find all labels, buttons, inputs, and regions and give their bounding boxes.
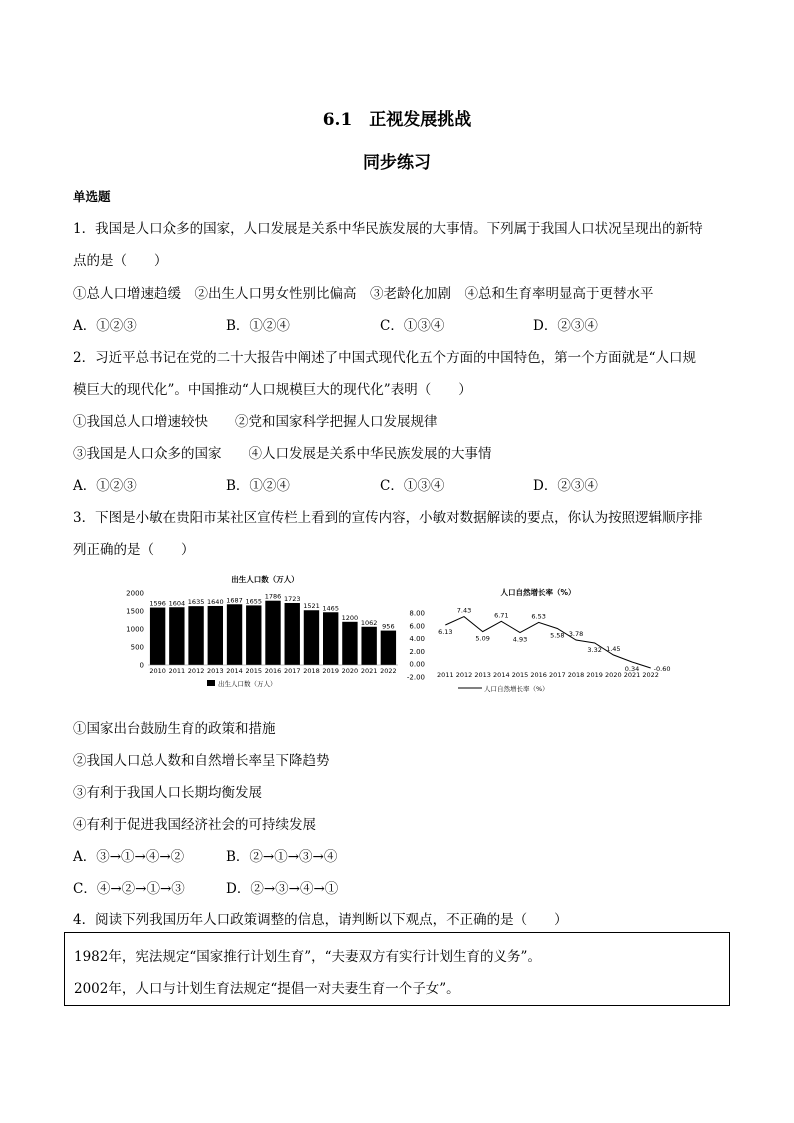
- bar-data-label: 1635: [187, 598, 205, 607]
- line-data-label: 3.78: [568, 630, 584, 639]
- q3-option-b[interactable]: B．②→①→③→④: [226, 849, 338, 865]
- line-y-tick: 6.00: [409, 622, 425, 631]
- line-y-tick: 0.00: [409, 660, 425, 669]
- line-data-label: 7.43: [456, 606, 472, 615]
- bar: [265, 601, 280, 665]
- line-data-label: 5.09: [475, 634, 490, 643]
- line-data-label: 1.45: [606, 644, 621, 653]
- line-x-tick: 2022: [642, 671, 659, 679]
- bar-x-tick: 2010: [149, 667, 166, 675]
- bar: [169, 607, 184, 665]
- line-data-label: 6.13: [438, 627, 453, 636]
- bar: [227, 604, 242, 665]
- bar-x-tick: 2017: [283, 667, 301, 675]
- q2-option-a[interactable]: A．①②③: [73, 478, 137, 494]
- bar-x-tick: 2014: [226, 667, 243, 675]
- bar-y-tick: 1000: [126, 625, 144, 634]
- q3-option-d[interactable]: D．②→③→④→①: [226, 881, 339, 897]
- line-data-label: 6.71: [494, 611, 509, 620]
- q2-statements-line-2: ③我国是人口众多的国家 ④人口发展是关系中华民族发展的大事情: [73, 446, 492, 462]
- q4-box-line-1: 1982年，宪法规定“国家推行计划生育”，“夫妻双方有实行计划生育的义务”。: [74, 949, 541, 965]
- q2-options: [0, 474, 794, 494]
- q1-stem-line-1: 1．我国是人口众多的国家，人口发展是关系中华民族发展的大事情。下列属于我国人口状况呈现出的新特: [73, 221, 703, 237]
- line-x-tick: 2019: [586, 671, 603, 679]
- bar-x-tick: 2016: [264, 667, 282, 675]
- q1-option-d[interactable]: D．②③④: [533, 318, 598, 334]
- bar: [342, 622, 357, 665]
- bar-x-tick: 2020: [341, 667, 359, 675]
- line-legend-label: 人口自然增长率（%）: [484, 685, 549, 693]
- bar-data-label: 1596: [149, 599, 166, 608]
- q2-statements-line-1: ①我国总人口增速较快 ②党和国家科学把握人口发展规律: [73, 414, 438, 430]
- bar-data-label: 1687: [226, 596, 243, 605]
- bar: [381, 631, 396, 665]
- q4-stem: 4．阅读下列我国历年人口政策调整的信息，请判断以下观点，不正确的是（ ）: [73, 912, 568, 928]
- bar-y-tick: 1500: [126, 607, 144, 616]
- q3-point-3: ③有利于我国人口长期均衡发展: [73, 785, 262, 801]
- section-heading: 单选题: [73, 189, 111, 204]
- line-y-tick: 8.00: [409, 609, 425, 618]
- bar-data-label: 1655: [245, 597, 263, 606]
- bar: [150, 608, 165, 665]
- bar-data-label: 1062: [360, 618, 378, 627]
- bar-chart-title: 出生人口数（万人）: [231, 575, 299, 584]
- line-x-tick: 2012: [455, 671, 473, 679]
- bar-x-tick: 2012: [187, 667, 205, 675]
- q1-option-a[interactable]: A．①②③: [73, 318, 137, 334]
- bar-legend-label: 出生人口数（万人）: [218, 680, 277, 688]
- q3-point-1: ①国家出台鼓励生育的政策和措施: [73, 721, 276, 737]
- q3-option-c[interactable]: C．④→②→①→③: [73, 881, 185, 897]
- q1-option-b[interactable]: B．①②④: [226, 318, 290, 334]
- bar: [285, 603, 300, 665]
- line-data-label: 0.34: [624, 665, 640, 674]
- q1-statements: ①总人口增速趋缓 ②出生人口男女性别比偏高 ③老龄化加剧 ④总和生育率明显高于更替水平: [73, 286, 654, 302]
- line-data-label: -0.60: [653, 665, 671, 674]
- q3-point-2: ②我国人口总人数和自然增长率呈下降趋势: [73, 753, 330, 769]
- q3-stem-line-1: 3．下图是小敏在贵阳市某社区宣传栏上看到的宣传内容，小敏对数据解读的要点，你认为按照逻辑顺序排: [73, 510, 703, 526]
- page-title: 6.1 正视发展挑战: [322, 110, 472, 130]
- bar-x-tick: 2019: [322, 667, 339, 675]
- bar-x-tick: 2013: [207, 667, 224, 675]
- bar-data-label: 1604: [168, 599, 186, 608]
- bar-x-tick: 2021: [360, 667, 378, 675]
- line-y-tick: -2.00: [406, 673, 425, 682]
- q3-options-row-1: [0, 845, 794, 865]
- page-subtitle: 同步练习: [363, 153, 431, 173]
- bar-data-label: 1723: [283, 594, 301, 603]
- line-y-tick: 4.00: [409, 635, 425, 644]
- line-x-tick: 2021: [623, 671, 641, 679]
- line-x-tick: 2020: [605, 671, 622, 679]
- q1-options: [0, 314, 794, 334]
- q3-options-row-2: [0, 877, 794, 897]
- bar-data-label: 1786: [264, 592, 282, 601]
- bar: [188, 606, 203, 665]
- line-x-tick: 2016: [530, 671, 547, 679]
- line-data-label: 6.53: [531, 612, 546, 621]
- bar: [208, 606, 223, 665]
- q3-option-a[interactable]: A．③→①→④→②: [73, 849, 185, 865]
- bar-data-label: 1200: [341, 613, 359, 622]
- q4-material-box: [64, 932, 730, 1006]
- q2-option-c[interactable]: C．①③④: [380, 478, 445, 494]
- q2-stem-line-2: 模巨大的现代化”。中国推动“人口规模巨大的现代化”表明（ ）: [73, 382, 472, 398]
- bar: [323, 612, 338, 665]
- q2-option-d[interactable]: D．②③④: [533, 478, 598, 494]
- line-chart-title: 人口自然增长率（%）: [500, 588, 576, 597]
- line-x-tick: 2014: [493, 671, 510, 679]
- line-y-tick: 2.00: [409, 647, 425, 656]
- bar-data-label: 1521: [303, 602, 320, 611]
- bar-y-tick: 500: [130, 643, 144, 652]
- bar-data-label: 956: [382, 622, 395, 631]
- bar-data-label: 1465: [322, 604, 339, 613]
- bar-legend-swatch: [207, 680, 215, 686]
- line-data-label: 3.32: [587, 645, 602, 654]
- bar-y-tick: 2000: [126, 589, 144, 598]
- q3-point-4: ④有利于促进我国经济社会的可持续发展: [73, 817, 316, 833]
- births-bar-chart: [118, 572, 408, 692]
- bar-data-label: 1640: [207, 597, 224, 606]
- bar-x-tick: 2011: [168, 667, 186, 675]
- q2-option-b[interactable]: B．①②④: [226, 478, 290, 494]
- line-data-label: 4.93: [512, 635, 528, 644]
- growth-line-chart: [398, 585, 678, 697]
- line-x-tick: 2015: [511, 671, 529, 679]
- q1-option-c[interactable]: C．①③④: [380, 318, 445, 334]
- bar: [361, 627, 376, 665]
- bar: [304, 610, 319, 665]
- line-x-tick: 2013: [474, 671, 491, 679]
- q2-stem-line-1: 2．习近平总书记在党的二十大报告中阐述了中国式现代化五个方面的中国特色，第一个方面就是“人口规: [73, 350, 696, 366]
- bar-x-tick: 2022: [380, 667, 397, 675]
- line-data-label: 5.58: [550, 631, 565, 640]
- bar-x-tick: 2015: [245, 667, 263, 675]
- line-x-tick: 2011: [437, 671, 454, 679]
- q3-stem-line-2: 列正确的是（ ）: [73, 542, 195, 558]
- line-x-tick: 2018: [567, 671, 585, 679]
- bar: [246, 605, 261, 665]
- bar-y-tick: 0: [139, 661, 144, 670]
- bar-x-tick: 2018: [303, 667, 320, 675]
- line-x-tick: 2017: [549, 671, 566, 679]
- q4-box-line-2: 2002年，人口与计划生育法规定“提倡一对夫妻生育一个子女”。: [74, 981, 460, 997]
- q1-stem-line-2: 点的是（ ）: [73, 253, 168, 269]
